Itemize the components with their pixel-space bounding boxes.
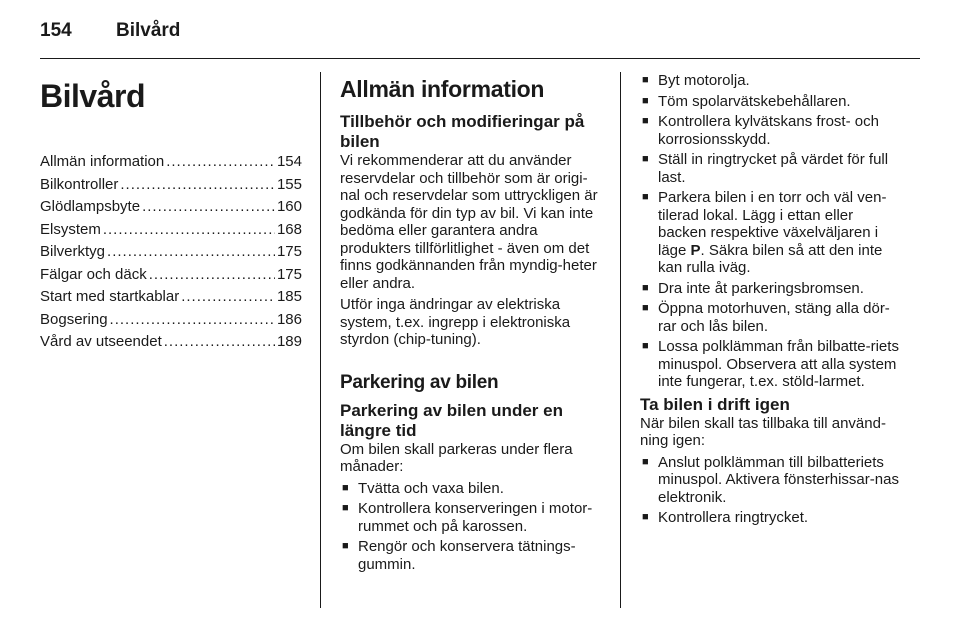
toc-entry-page: 186: [276, 310, 302, 328]
bullet-list: [640, 454, 904, 527]
paragraph: Vi rekommenderar att du använder reservdelar och tillbehör som är origi-nal och reservdelar som uttryckligen är godkända för din typ av bil. Vi kan inte bedöma eller garantera andra produkters tillförlitlighet - även om det finns godkännanden från myndig-heter eller andra.: [340, 152, 598, 292]
chapter-title: Bilvård: [40, 78, 145, 114]
list-item-text: Parkera bilen i en torr och väl ven-tilerad lokal. Lägg i ettan eller backen respektive växelväljaren i läge: [658, 189, 887, 259]
list-item: ■ Tvätta och vaxa bilen.: [340, 480, 604, 498]
list-item: ■ Rengör och konservera tätnings-gummin.: [340, 538, 604, 573]
toc-leader: [110, 309, 275, 332]
toc-leader: [103, 219, 275, 242]
list-item: ■ Kontrollera konserveringen i motor-rummet och på karossen.: [340, 500, 604, 535]
toc-entry-title: Bilkontroller: [40, 175, 119, 193]
paragraph: När bilen skall tas tillbaka till använd-ning igen:: [640, 414, 886, 449]
list-item: ■ Töm spolarvätskebehållaren.: [640, 93, 904, 111]
running-header-title: Bilvård: [116, 20, 181, 41]
toc-entry-title: Vård av utseendet: [40, 333, 162, 350]
toc-entry[interactable]: [40, 309, 302, 332]
toc-entry-title: Fälgar och däck: [40, 265, 147, 283]
toc-entry[interactable]: [40, 331, 302, 354]
toc-column: [40, 72, 302, 354]
toc-entry-page: 160: [276, 198, 302, 215]
list-item: ■ Dra inte åt parkeringsbromsen.: [640, 280, 904, 298]
toc-entry-title: Bilverktyg: [40, 243, 106, 260]
table-of-contents: [40, 151, 302, 354]
toc-entry[interactable]: [40, 174, 302, 197]
subsection-heading: Ta bilen i drift igen: [640, 394, 790, 414]
list-item: ■ Kontrollera kylvätskans frost- och korrosionsskydd.: [640, 113, 904, 148]
paragraph: Om bilen skall parkeras under flera månader:: [340, 440, 573, 475]
toc-entry[interactable]: [40, 219, 302, 242]
toc-entry[interactable]: [40, 151, 302, 174]
toc-entry-page: 185: [276, 288, 302, 305]
bullet-list: [640, 72, 904, 391]
toc-leader: [107, 241, 275, 264]
list-item: ■ Byt motorolja.: [640, 72, 904, 90]
column-divider: [320, 72, 321, 608]
toc-entry-title: Start med startkablar: [40, 288, 180, 305]
list-item: ■ Kontrollera ringtrycket.: [640, 509, 904, 527]
toc-entry[interactable]: [40, 264, 302, 287]
content-column-3: [640, 72, 904, 530]
toc-entry-page: 168: [276, 220, 302, 238]
toc-entry[interactable]: [40, 241, 302, 264]
toc-leader: [149, 264, 275, 287]
toc-entry-page: 154: [276, 153, 302, 170]
toc-entry[interactable]: [40, 196, 302, 219]
toc-entry-title: Elsystem: [40, 220, 101, 238]
toc-leader: [164, 331, 275, 354]
list-item: ■ Ställ in ringtrycket på värdet för full last.: [640, 151, 904, 186]
list-item: [640, 189, 904, 277]
list-item: ■ Lossa polklämman från bilbatte-riets minuspol. Observera att alla system inte fungerar, t.ex. stöld-larmet.: [640, 338, 904, 391]
toc-entry-title: Glödlampsbyte: [40, 198, 141, 215]
list-item: ■ Öppna motorhuven, stäng alla dör-rar och lås bilen.: [640, 300, 904, 335]
header-rule: [40, 58, 920, 59]
toc-leader: [166, 151, 275, 174]
list-item-text: . Säkra bilen så att den inte kan rulla iväg.: [658, 241, 883, 276]
paragraph: Utför inga ändringar av elektriska system, t.ex. ingrepp i elektroniska styrdon (chip-tuning).: [340, 296, 571, 348]
column-divider: [620, 72, 621, 608]
content-column-2: [340, 72, 604, 576]
toc-entry-page: 155: [276, 175, 302, 193]
subsection-heading: Tillbehör och modifieringar på bilen: [340, 112, 585, 151]
subsection-heading: Parkering av bilen under en längre tid: [340, 400, 563, 440]
list-item: ■ Anslut polklämman till bilbatteriets minuspol. Aktivera fönsterhissar-nas elektronik.: [640, 454, 904, 507]
section-heading: Allmän information: [340, 76, 545, 102]
section-heading: Parkering av bilen: [340, 371, 499, 393]
bullet-list: [340, 480, 604, 574]
toc-leader: [181, 286, 275, 309]
toc-leader: [142, 196, 275, 219]
toc-entry-page: 175: [276, 265, 302, 283]
page-number: 154: [40, 20, 72, 41]
toc-entry-title: Bogsering: [40, 310, 108, 328]
toc-entry-page: 189: [276, 333, 302, 350]
toc-entry[interactable]: [40, 286, 302, 309]
toc-entry-page: 175: [276, 243, 302, 260]
gear-position-label: P: [690, 241, 701, 259]
toc-entry-title: Allmän information: [40, 153, 165, 170]
toc-leader: [120, 174, 275, 197]
